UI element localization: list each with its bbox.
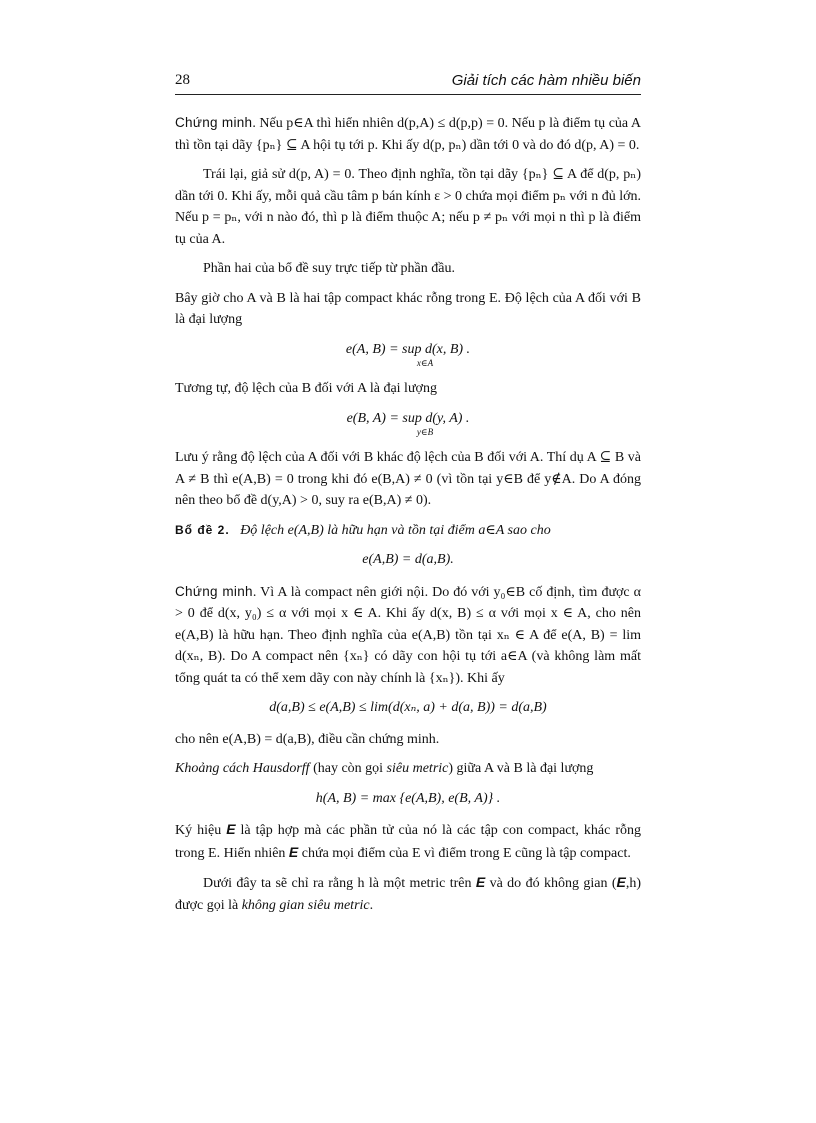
- symbol-script-e: E: [616, 874, 626, 890]
- paragraph-converse: Trái lại, giả sử d(p, A) = 0. Theo định nghĩa, tồn tại dãy {pₙ} ⊆ A để d(p, pₙ) dần tới 0. Khi ấy, mỗi quả cầu tâm p bán kính ε > 0 chứa mọi điểm pₙ với n đủ lớn. Nếu p = pₙ, với n nào đó, thì p là điểm thuộc A; nếu p ≠ pₙ với mọi n thì p là điểm tụ của A.: [175, 167, 641, 247]
- symbol-script-e: E: [288, 843, 299, 860]
- equation-main: e(B, A) = sup d(y, A) .: [346, 410, 470, 426]
- equation-eAB: [175, 339, 641, 369]
- proof-label: Chứng minh: [175, 115, 253, 130]
- page-body: [175, 112, 641, 924]
- paragraph-similarly: Tương tự, độ lệch của B đối với A là đại lượng: [175, 381, 437, 396]
- lemma-label: Bổ đề 2.: [175, 522, 230, 537]
- equation-inequality-chain: d(a,B) ≤ e(A,B) ≤ lim(d(xₙ, a) + d(a, B)) = d(a,B): [269, 700, 547, 715]
- equation-subscript: x∈A: [416, 358, 434, 368]
- equation-subscript: y∈B: [416, 427, 434, 437]
- symbol-script-e: E: [475, 874, 486, 890]
- equation-eBA: [175, 408, 641, 438]
- paragraph-deviation-def: Bây giờ cho A và B là hai tập compact khác rỗng trong E. Độ lệch của A đối với B là đại lượng: [175, 290, 641, 327]
- page-number: 28: [175, 72, 190, 88]
- paragraph-part-two: Phần hai của bổ đề suy trực tiếp từ phần đầu.: [203, 261, 455, 276]
- lemma-2: [175, 520, 641, 542]
- paragraph-note: Lưu ý rằng độ lệch của A đối với B khác độ lệch của B đối với A. Thí dụ A ⊆ B và A ≠ B thì e(A,B) = 0 trong khi đó e(B,A) ≠ 0 (vì tồn tại y∈B để y∉A. Do A đóng nên theo bổ đề d(y,A) > 0, suy ra e(B,A) ≠ 0).: [175, 450, 641, 508]
- paragraph-notation: Ký hiệu E là tập hợp mà các phần tử của nó là các tập con compact, khác rỗng trong E. Hiển nhiên E chứa mọi điểm của E vì điểm trong E cũng là tập compact.: [175, 821, 641, 861]
- paragraph-conclusion: cho nên e(A,B) = d(a,B), điều cần chứng minh.: [175, 731, 440, 747]
- paragraph-hausdorff: Khoảng cách Hausdorff (hay còn gọi siêu metric) giữa A và B là đại lượng: [175, 761, 594, 776]
- equation-main: e(A, B) = sup d(x, B) .: [345, 341, 471, 357]
- proof-paragraph-2: [175, 581, 641, 690]
- lemma-statement: Độ lệch e(A,B) là hữu hạn và tồn tại điểm a∈A sao cho: [240, 522, 551, 538]
- paragraph-closing: Dưới đây ta sẽ chỉ ra rằng h là một metric trên E và do đó không gian (E,h) được gọi là không gian siêu metric.: [175, 874, 642, 913]
- proof-paragraph-1: [175, 112, 641, 156]
- lemma-equation: e(A,B) = d(a,B).: [362, 552, 454, 567]
- term-hypermetric: siêu metric: [386, 761, 449, 776]
- proof-text: . Nếu p∈A thì hiển nhiên d(p,A) ≤ d(p,p) = 0. Nếu p là điểm tụ của A thì tồn tại dãy {pₙ} ⊆ A hội tụ tới p. Khi ấy d(p, pₙ) dần tới 0 và do đó d(p, A) = 0.: [175, 116, 641, 153]
- header-rule: [175, 94, 641, 95]
- proof-text: . Vì A là compact nên giới nội. Do đó với y₀∈B cố định, tìm được α > 0 để d(x, y₀) ≤ α với mọi x ∈ A. Khi ấy d(x, B) ≤ α với mọi x ∈ A, cho nên e(A,B) là hữu hạn. Theo định nghĩa của e(A,B) tồn tại xₙ ∈ A để e(A, B) = lim d(xₙ, B). Do A compact nên {xₙ} có dãy con hội tụ tới a∈A (và không làm mất tổng quát ta có thể xem dãy con này chính là {xₙ}). Khi ấy: [175, 584, 641, 686]
- running-title: Giải tích các hàm nhiều biến: [451, 72, 641, 89]
- symbol-script-e: E: [226, 821, 236, 837]
- term-hausdorff: Khoảng cách Hausdorff: [175, 761, 310, 776]
- page-header: [175, 72, 641, 94]
- term-hypermetric-space: không gian siêu metric: [241, 897, 370, 913]
- equation-hausdorff: h(A, B) = max {e(A,B), e(B, A)} .: [315, 790, 501, 806]
- proof-label: Chứng minh: [175, 583, 253, 599]
